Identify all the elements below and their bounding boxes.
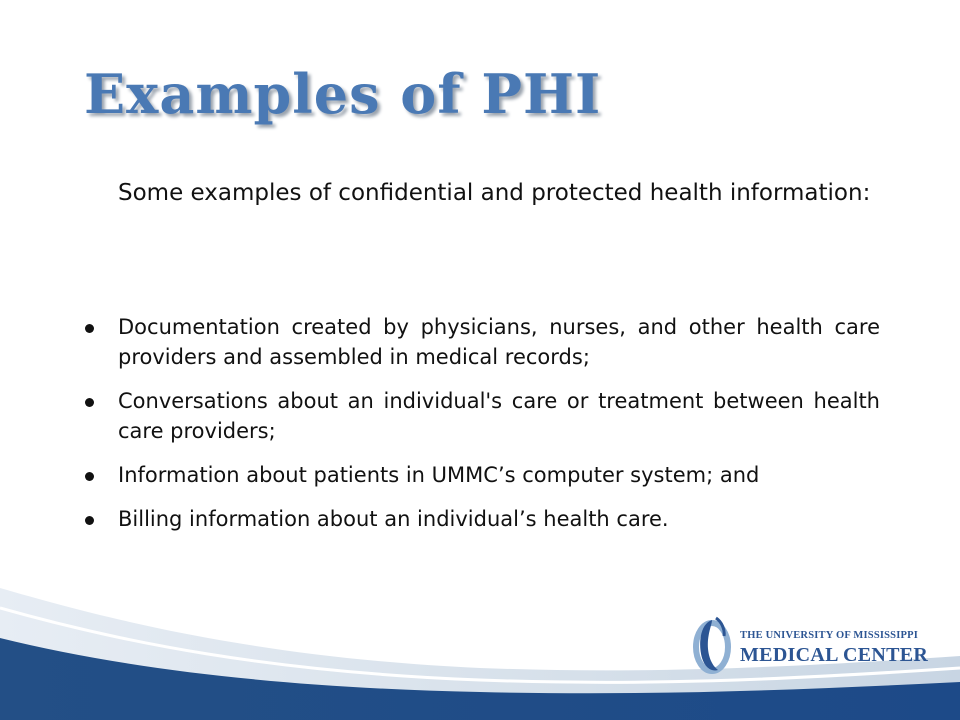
- bullet-text: Conversations about an individual's care or treatment between health care providers;: [118, 389, 880, 443]
- bullet-icon: [85, 398, 94, 407]
- bullet-item: [118, 504, 880, 534]
- bullet-icon: [85, 516, 94, 525]
- bullet-item: [118, 386, 880, 446]
- bullet-icon: [85, 324, 94, 333]
- bullet-text: Billing information about an individual’s health care.: [118, 507, 669, 531]
- ummc-logo-icon: [690, 614, 734, 676]
- bullet-text: Information about patients in UMMC’s computer system; and: [118, 463, 760, 487]
- logo-line-university: THE UNIVERSITY OF MISSISSIPPI: [740, 630, 919, 641]
- ummc-logo: [690, 614, 929, 676]
- bullet-item: [118, 460, 880, 490]
- logo-line-medical-center: MEDICAL CENTER: [740, 644, 929, 666]
- bullet-text: Documentation created by physicians, nurses, and other health care providers and assembled in medical records;: [118, 315, 880, 369]
- bullet-list: [0, 312, 960, 548]
- slide-title: Examples of PHI: [84, 62, 602, 126]
- intro-text: Some examples of confidential and protected health information:: [118, 180, 871, 206]
- bullet-item: [118, 312, 880, 372]
- bullet-icon: [85, 472, 94, 481]
